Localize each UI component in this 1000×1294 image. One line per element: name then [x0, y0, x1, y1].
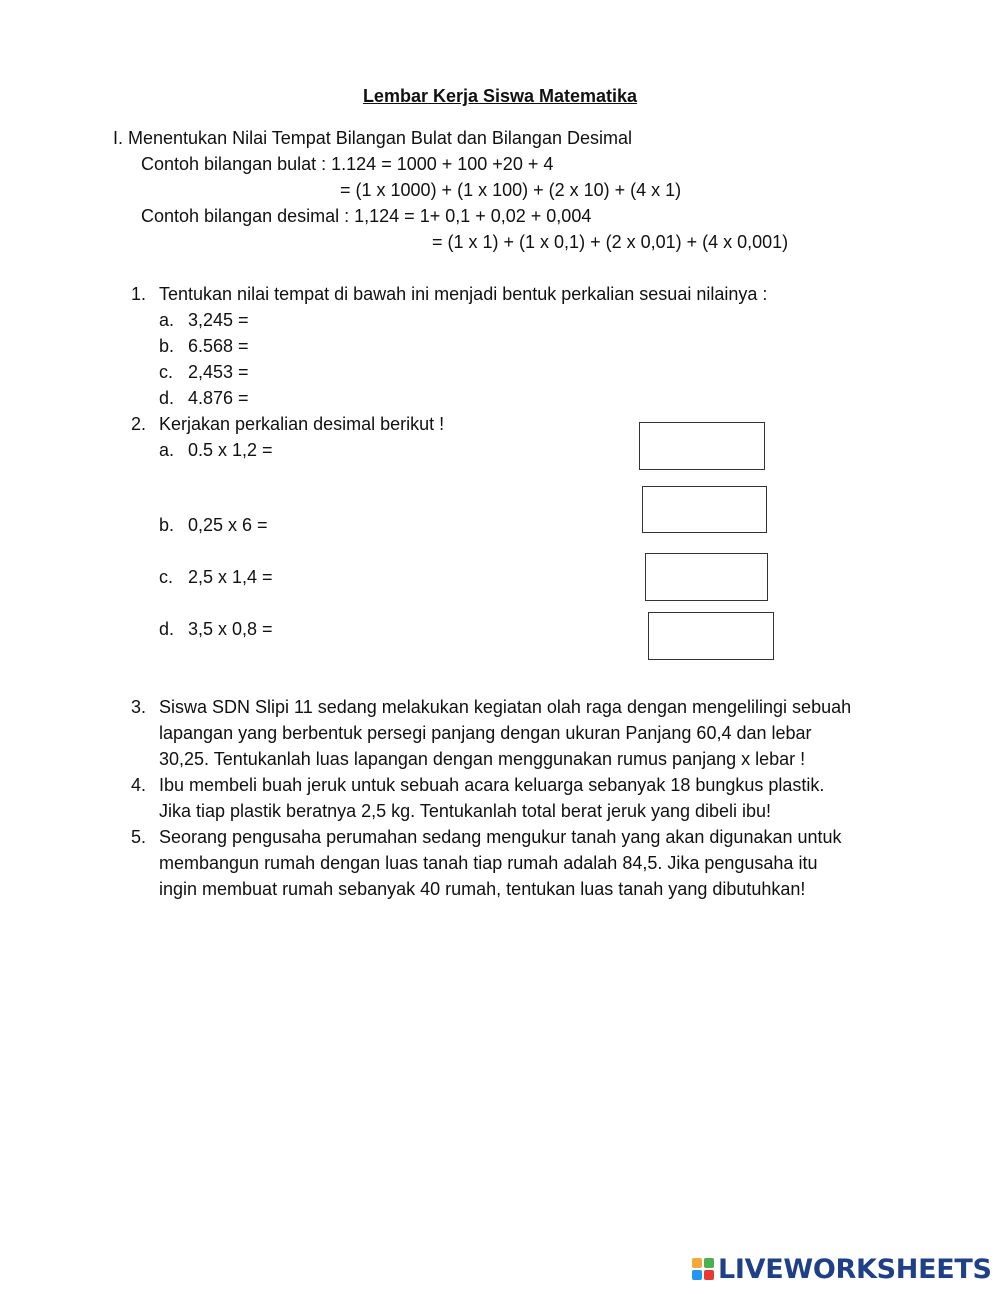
item-letter: b.	[159, 336, 175, 356]
question-5-line: membangun rumah dengan luas tanah tiap rumah adalah 84,5. Jika pengusaha itu	[159, 853, 818, 873]
question-1-text: Tentukan nilai tempat di bawah ini menjadi bentuk perkalian sesuai nilainya :	[159, 284, 768, 304]
question-4-line: Jika tiap plastik beratnya 2,5 kg. Tentukanlah total berat jeruk yang dibeli ibu!	[159, 801, 772, 821]
q1-item-b: 6.568 =	[188, 336, 249, 356]
example-whole-line-1: Contoh bilangan bulat : 1.124 = 1000 + 100 +20 + 4	[141, 154, 554, 174]
question-3-line: 30,25. Tentukanlah luas lapangan dengan menggunakan rumus panjang x lebar !	[159, 749, 806, 769]
q1-item-c: 2,453 =	[188, 362, 249, 382]
logo-text: LIVEWORKSHEETS	[718, 1253, 992, 1285]
q2-item-b: 0,25 x 6 =	[188, 515, 268, 535]
question-5-line: Seorang pengusaha perumahan sedang mengukur tanah yang akan digunakan untuk	[159, 827, 842, 847]
example-decimal-line-2: = (1 x 1) + (1 x 0,1) + (2 x 0,01) + (4 x 0,001)	[432, 232, 789, 252]
liveworksheets-logo	[692, 1252, 992, 1286]
answer-box-2a[interactable]	[639, 422, 765, 470]
item-letter: a.	[159, 310, 175, 330]
q1-item-a: 3,245 =	[188, 310, 249, 330]
answer-box-2d[interactable]	[648, 612, 774, 660]
q1-item-d: 4.876 =	[188, 388, 249, 408]
question-3-line: Siswa SDN Slipi 11 sedang melakukan kegiatan olah raga dengan mengelilingi sebuah	[159, 697, 852, 717]
logo-grid-icon	[692, 1258, 714, 1280]
item-letter: a.	[159, 440, 175, 460]
question-5-line: ingin membuat rumah sebanyak 40 rumah, tentukan luas tanah yang dibutuhkan!	[159, 879, 806, 899]
logo-square	[704, 1258, 714, 1268]
page-title: Lembar Kerja Siswa Matematika	[362, 86, 638, 106]
logo-square	[692, 1270, 702, 1280]
question-number: 2.	[130, 414, 146, 434]
answer-box-2b[interactable]	[642, 486, 767, 533]
question-number: 5.	[130, 827, 146, 847]
item-letter: c.	[159, 362, 174, 382]
question-number: 3.	[130, 697, 146, 717]
q2-item-a: 0.5 x 1,2 =	[188, 440, 273, 460]
q2-item-d: 3,5 x 0,8 =	[188, 619, 273, 639]
item-letter: c.	[159, 567, 174, 587]
item-letter: b.	[159, 515, 175, 535]
question-3-line: lapangan yang berbentuk persegi panjang dengan ukuran Panjang 60,4 dan lebar	[159, 723, 812, 743]
item-letter: d.	[159, 388, 175, 408]
logo-square	[692, 1258, 702, 1268]
answer-box-2c[interactable]	[645, 553, 768, 601]
item-letter: d.	[159, 619, 175, 639]
example-decimal-line-1: Contoh bilangan desimal : 1,124 = 1+ 0,1 + 0,02 + 0,004	[141, 206, 592, 226]
q2-item-c: 2,5 x 1,4 =	[188, 567, 273, 587]
question-2-text: Kerjakan perkalian desimal berikut !	[159, 414, 445, 434]
question-4-line: Ibu membeli buah jeruk untuk sebuah acara keluarga sebanyak 18 bungkus plastik.	[159, 775, 825, 795]
section-heading: I. Menentukan Nilai Tempat Bilangan Bulat dan Bilangan Desimal	[113, 128, 632, 148]
logo-square	[704, 1270, 714, 1280]
question-number: 1.	[130, 284, 146, 304]
question-number: 4.	[130, 775, 146, 795]
example-whole-line-2: = (1 x 1000) + (1 x 100) + (2 x 10) + (4 x 1)	[340, 180, 682, 200]
